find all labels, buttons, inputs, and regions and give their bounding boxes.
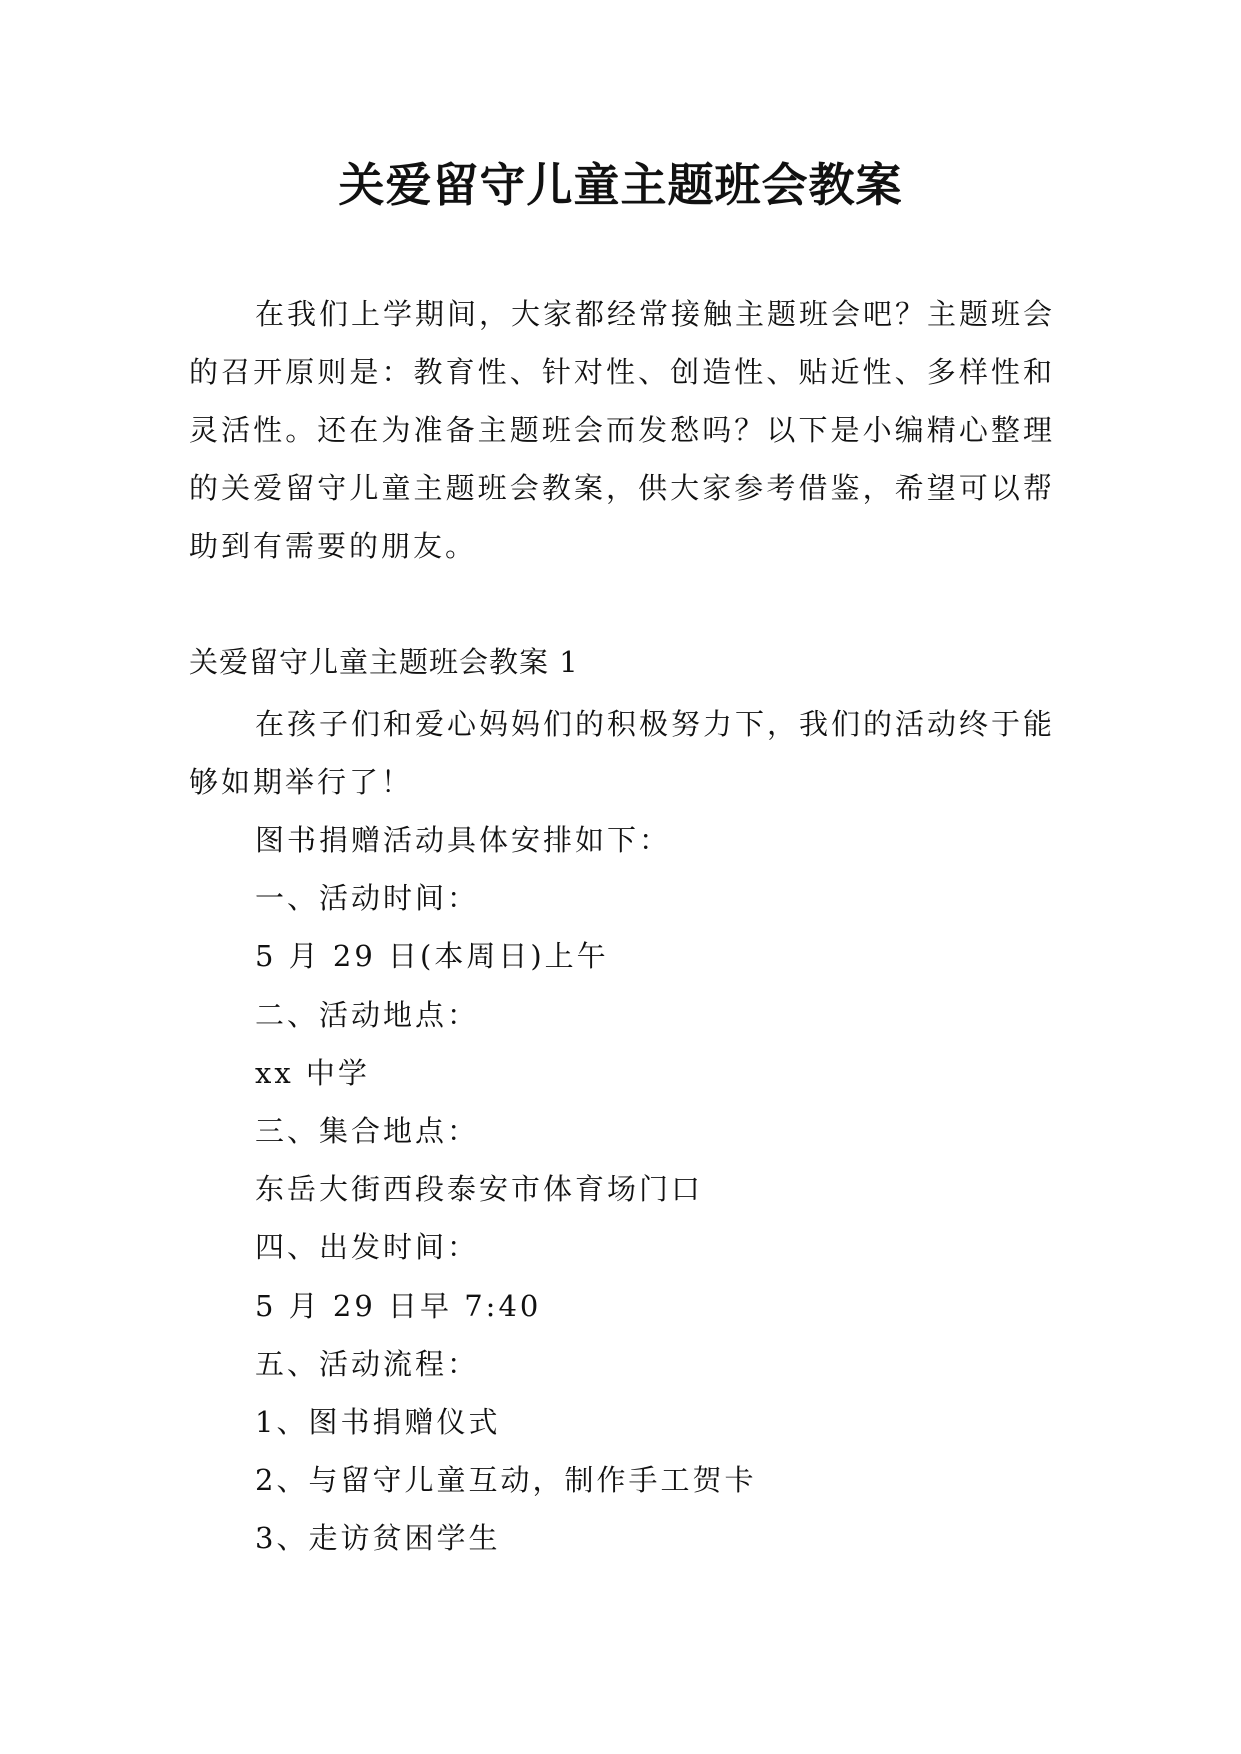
section-heading: 关爱留守儿童主题班会教案 1	[189, 645, 579, 679]
list-item: 四、出发时间：	[255, 1230, 480, 1265]
list-item: xx 中学	[255, 1055, 370, 1090]
content-list	[255, 811, 756, 1567]
list-item: 一、活动时间：	[255, 881, 480, 916]
list-item: 三、集合地点：	[255, 1113, 480, 1148]
list-item: 2、与留守儿童互动，制作手工贺卡	[255, 1463, 757, 1498]
list-item: 东岳大街西段泰安市体育场门口	[255, 1172, 704, 1207]
document-title: 关爱留守儿童主题班会教案	[338, 158, 903, 212]
list-item: 5 月 29 日(本周日)上午	[255, 939, 609, 974]
list-item: 图书捐赠活动具体安排如下：	[255, 823, 672, 857]
list-item: 3、走访贫困学生	[255, 1521, 501, 1556]
lead-paragraph: 在孩子们和爱心妈妈们的积极努力下，我们的活动终于能够如期举行了！	[189, 707, 1056, 799]
list-item: 五、活动流程：	[255, 1346, 480, 1381]
list-item: 5 月 29 日早 7:40	[255, 1288, 542, 1323]
intro-paragraph: 在我们上学期间，大家都经常接触主题班会吧？主题班会的召开原则是：教育性、针对性、创造性、贴近性、多样性和灵活性。还在为准备主题班会而发愁吗？以下是小编精心整理的关爱留守儿童主题班会教案，供大家参考借鉴，希望可以帮助到有需要的朋友。	[189, 297, 1056, 563]
list-item: 1、图书捐赠仪式	[255, 1404, 501, 1439]
list-item: 二、活动地点：	[255, 997, 480, 1032]
